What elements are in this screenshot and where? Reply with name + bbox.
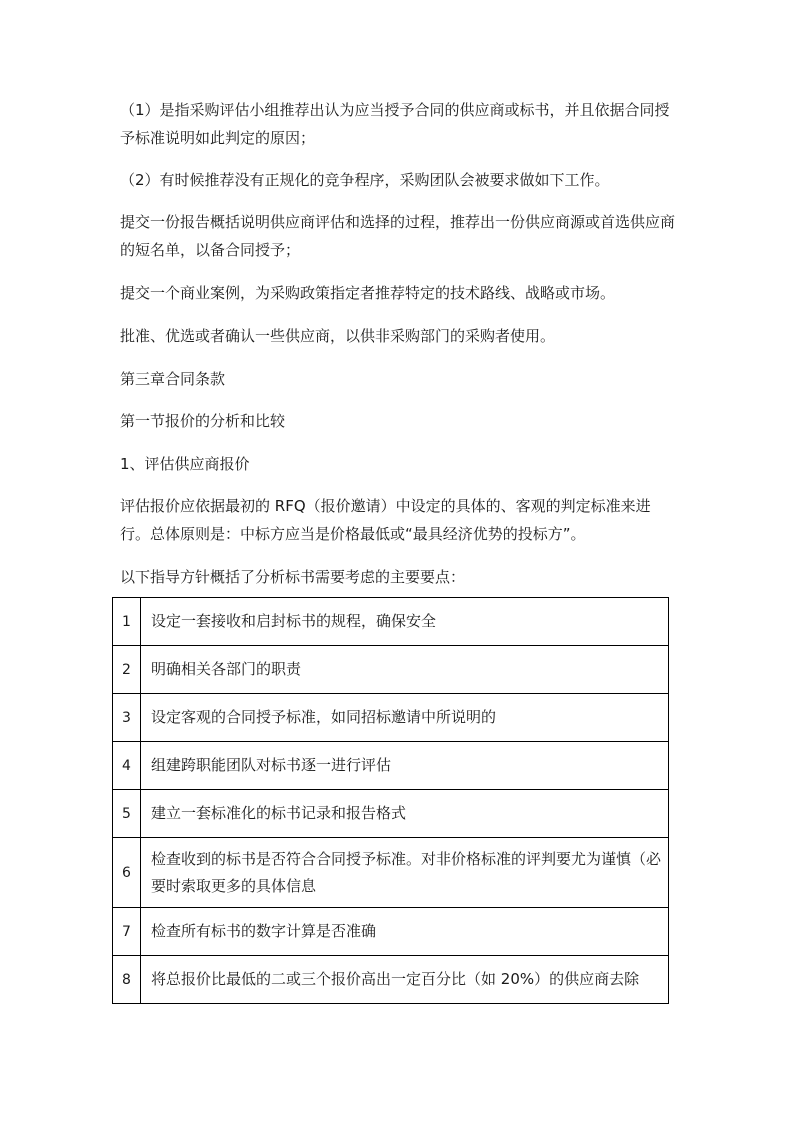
row-number: 7 [113,908,141,956]
row-number: 5 [113,790,141,838]
row-text: 明确相关各部门的职责 [141,646,669,694]
paragraph-business-case: 提交一个商业案例，为采购政策指定者推荐特定的技术路线、战略或市场。 [120,284,616,302]
guidelines-table [112,597,669,1004]
row-text: 组建跨职能团队对标书逐一进行评估 [141,742,669,790]
subsection-heading: 1、评估供应商报价 [120,455,250,473]
row-text: 设定客观的合同授予标准，如同招标邀请中所说明的 [141,694,669,742]
paragraph-guidelines-intro: 以下指导方针概括了分析标书需要考虑的主要要点： [120,568,466,586]
table-row [113,646,669,694]
chapter-heading: 第三章合同条款 [120,370,226,388]
row-number: 3 [113,694,141,742]
row-number: 2 [113,646,141,694]
paragraph-approve-suppliers: 批准、优选或者确认一些供应商，以供非采购部门的采购者使用。 [120,327,556,345]
row-number: 6 [113,838,141,908]
paragraph-recommendation-2: （2）有时候推荐没有正规化的竞争程序，采购团队会被要求做如下工作。 [120,171,610,189]
table-row [113,790,669,838]
paragraph-submit-report: 提交一份报告概括说明供应商评估和选择的过程，推荐出一份供应商源或首选供应商的短名单，以备合同授予； [120,213,676,259]
section-heading: 第一节报价的分析和比较 [120,412,286,430]
table-row [113,838,669,908]
row-text: 设定一套接收和启封标书的规程，确保安全 [141,598,669,646]
row-text: 将总报价比最低的二或三个报价高出一定百分比（如 20%）的供应商去除 [141,956,669,1004]
paragraph-recommendation-1: （1）是指采购评估小组推荐出认为应当授予合同的供应商或标书，并且依据合同授予标准说明如此判定的原因； [120,101,670,147]
table-row [113,598,669,646]
row-number: 1 [113,598,141,646]
table-row [113,908,669,956]
row-number: 4 [113,742,141,790]
row-text: 建立一套标准化的标书记录和报告格式 [141,790,669,838]
row-text: 检查收到的标书是否符合合同授予标准。对非价格标准的评判要尤为谨慎（必要时索取更多的具体信息 [141,838,669,908]
row-number: 8 [113,956,141,1004]
row-text: 检查所有标书的数字计算是否准确 [141,908,669,956]
table-row [113,742,669,790]
table-row [113,956,669,1004]
table-row [113,694,669,742]
paragraph-evaluation-principle: 评估报价应依据最初的 RFQ（报价邀请）中设定的具体的、客观的判定标准来进行。总体原则是：中标方应当是价格最低或“最具经济优势的投标方”。 [120,497,651,543]
